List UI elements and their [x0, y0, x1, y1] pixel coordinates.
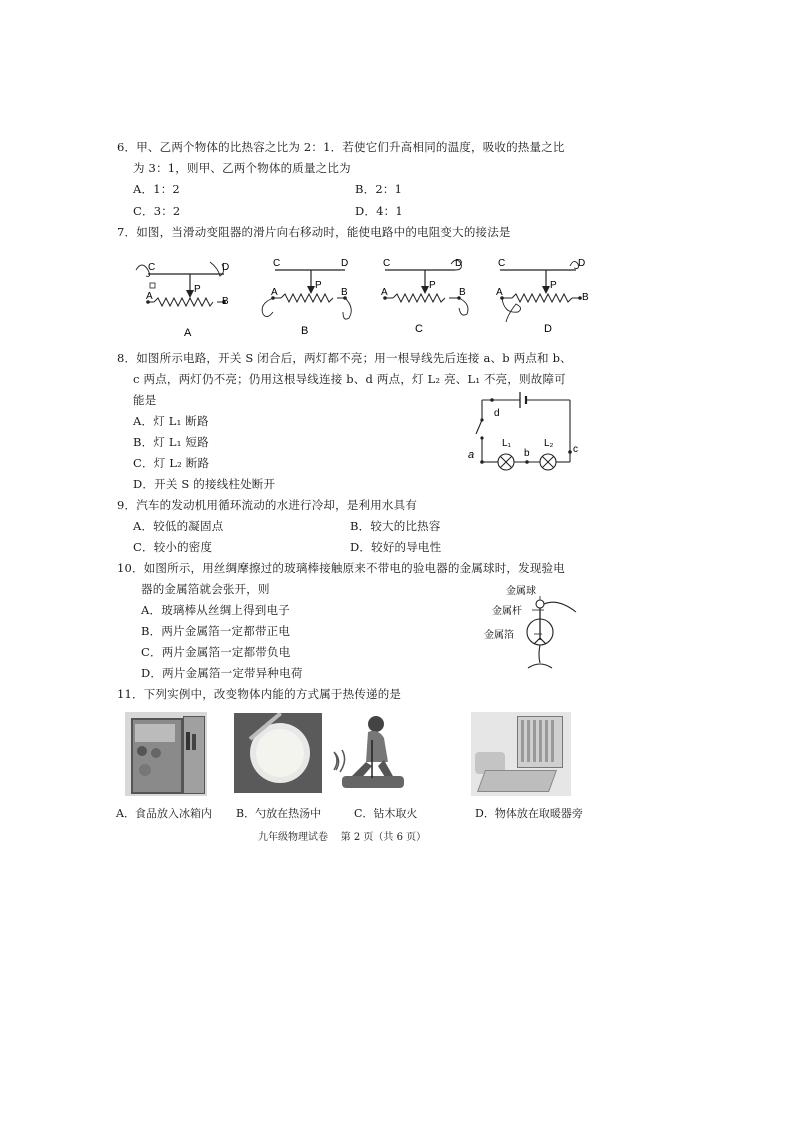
- switch-s: [476, 420, 482, 434]
- q6-stem-line2: 为 3：1，则甲、乙两个物体的质量之比为: [133, 161, 351, 175]
- figure-label-b: B: [301, 325, 309, 337]
- q10-stem-line1: 10．如图所示，用丝绸摩擦过的玻璃棒接触原来不带电的验电器的金属球时，发现验电: [117, 561, 565, 575]
- q9-stem: 9．汽车的发动机用循环流动的水进行冷却，是利用水具有: [117, 498, 418, 512]
- node-d-label: d: [494, 408, 500, 419]
- label-metal-rod: 金属杆: [492, 606, 522, 617]
- terminal-c-label: C: [148, 262, 156, 273]
- heater-image: [471, 712, 571, 796]
- q11-caption-c: C．钻木取火: [354, 807, 418, 820]
- q9-option-a: A．较低的凝固点: [133, 519, 224, 533]
- terminal-d-label: D: [455, 258, 463, 269]
- terminal-b-label: B: [222, 296, 229, 307]
- terminal-c-label: C: [498, 258, 506, 269]
- q6-stem-line1: 6．甲、乙两个物体的比热容之比为 2：1．若使它们升高相同的温度，吸收的热量之比: [117, 140, 565, 154]
- rheostat-figure-a: [128, 252, 238, 340]
- metal-foil-right: [540, 638, 546, 644]
- figure-label-c: C: [415, 323, 423, 335]
- q6-option-c: C．3：2: [133, 204, 181, 218]
- rheostat-figure-c: [375, 252, 485, 340]
- q11-stem: 11．下列实例中，改变物体内能的方式属于热传递的是: [117, 687, 402, 701]
- q9-option-d: D．较好的导电性: [350, 540, 442, 554]
- terminal-d-label: D: [222, 262, 230, 273]
- q8-option-d: D．开关 S 的接线柱处断开: [133, 477, 276, 491]
- figure-label-a: A: [184, 327, 192, 339]
- electroscope-diagram: [484, 584, 594, 676]
- rheostat-figure-b: [255, 252, 365, 340]
- glass-rod: [544, 602, 576, 612]
- drill-fire-image: [332, 710, 408, 802]
- slider-p-label: P: [315, 280, 322, 291]
- q8-stem-line2: c 两点，两灯仍不亮；仍用这根导线连接 b、d 两点，灯 L₂ 亮、L₁ 不亮，则故障可: [133, 372, 566, 386]
- terminal-d-label: D: [578, 258, 586, 269]
- q7-stem: 7．如图，当滑动变阻器的滑片向右移动时，能使电路中的电阻变大的接法是: [117, 225, 511, 239]
- q8-stem-line3: 能是: [133, 393, 157, 407]
- soup-image: [234, 713, 322, 793]
- rheostat-figure-d: [490, 252, 600, 340]
- q10-stem-line2: 器的金属箔就会张开，则: [141, 582, 270, 596]
- metal-ball: [536, 600, 544, 608]
- lamp-l2-label: L₂: [544, 438, 554, 449]
- terminal-a-label: A: [381, 287, 388, 298]
- q8-option-c: C．灯 L₂ 断路: [133, 456, 210, 470]
- q8-option-b: B．灯 L₁ 短路: [133, 435, 209, 449]
- terminal-a-label: A: [146, 291, 153, 302]
- q9-option-b: B．较大的比热容: [350, 519, 441, 533]
- terminal-a-label: A: [271, 287, 278, 298]
- q10-option-c: C．两片金属箔一定都带负电: [141, 645, 291, 659]
- q9-option-c: C．较小的密度: [133, 540, 213, 554]
- q10-option-b: B．两片金属箔一定都带正电: [141, 624, 291, 638]
- slider-p-label: P: [429, 280, 436, 291]
- node-c-label: c: [573, 444, 578, 455]
- q6-option-a: A．1：2: [133, 182, 180, 196]
- terminal-c-label: C: [273, 258, 281, 269]
- terminal-b-label: B: [459, 287, 466, 298]
- q6-option-b: B．2：1: [355, 182, 403, 196]
- terminal-c-label: C: [383, 258, 391, 269]
- q8-option-a: A．灯 L₁ 断路: [133, 414, 209, 428]
- metal-foil-left: [534, 638, 540, 644]
- terminal-b-label: B: [341, 287, 348, 298]
- terminal-d-label: D: [341, 258, 349, 269]
- q10-option-a: A．玻璃棒从丝绸上得到电子: [141, 603, 290, 617]
- q6-option-d: D．4：1: [355, 204, 403, 218]
- fridge-image: [125, 712, 207, 796]
- q11-caption-a: A．食品放入冰箱内: [116, 807, 212, 820]
- node-a-label: a: [468, 449, 475, 461]
- label-metal-ball: 金属球: [506, 586, 536, 597]
- q8-stem-line1: 8．如图所示电路，开关 S 闭合后，两灯都不亮；用一根导线先后连接 a、b 两点和 b、: [117, 351, 572, 365]
- lamp-l1-label: L₁: [502, 438, 511, 449]
- figure-label-d: D: [544, 323, 552, 335]
- terminal-a-label: A: [496, 287, 503, 298]
- q11-caption-d: D．物体放在取暖器旁: [475, 807, 583, 820]
- slider-p-label: P: [550, 280, 557, 291]
- slider-p-label: P: [194, 284, 201, 295]
- label-metal-foil: 金属箔: [484, 630, 514, 641]
- node-b-label: b: [524, 448, 530, 459]
- q8-circuit-diagram: [466, 388, 586, 480]
- q10-option-d: D．两片金属箔一定带异种电荷: [141, 666, 303, 680]
- page-footer: 九年级物理试卷 第 2 页（共 6 页）: [258, 832, 427, 843]
- q11-caption-b: B．勺放在热汤中: [236, 807, 322, 820]
- terminal-b-label: B: [582, 292, 589, 303]
